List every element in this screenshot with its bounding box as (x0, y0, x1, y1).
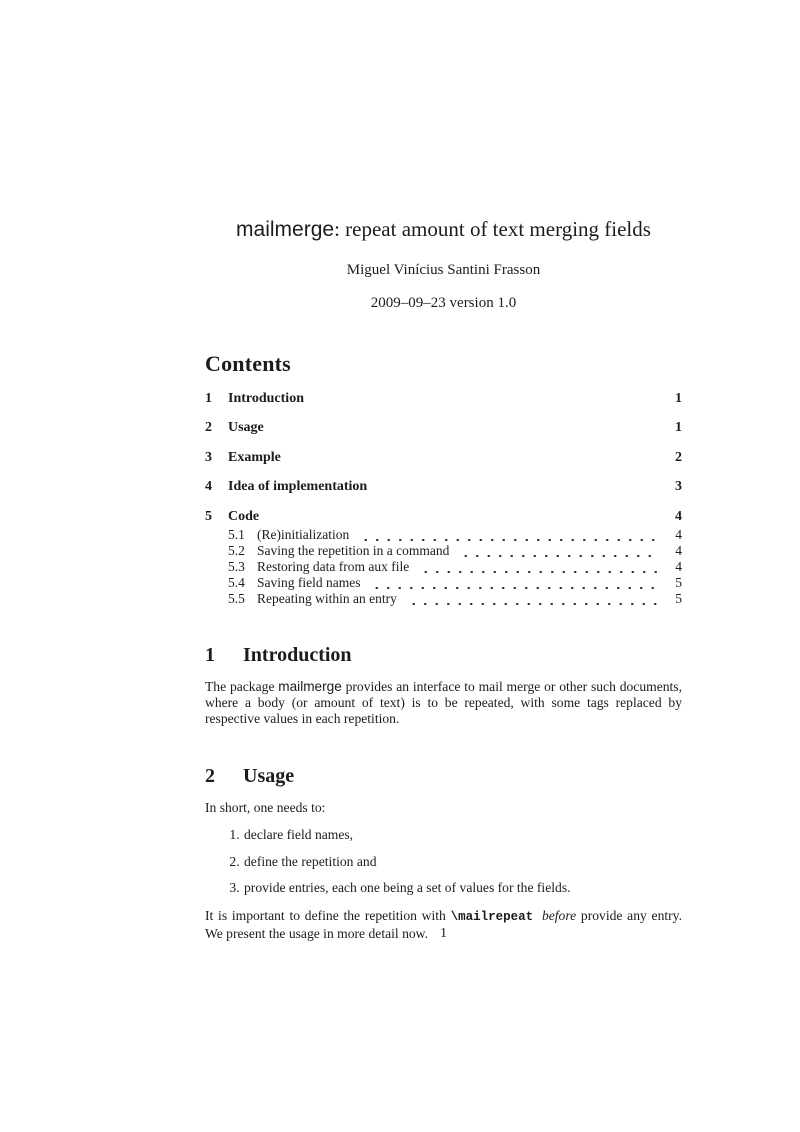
introduction-paragraph (205, 679, 682, 728)
toc-entry (205, 575, 682, 591)
toc-entry (205, 559, 682, 575)
document-title (205, 216, 682, 243)
toc-entry-page: 2 (675, 449, 682, 465)
section-number: 1 (205, 643, 215, 666)
toc-entry-number: 5 (205, 508, 212, 524)
toc-entry-number: 5.3 (228, 558, 245, 574)
toc-entry-page: 4 (675, 542, 682, 558)
author-line: Miguel Vinícius Santini Frasson (346, 262, 541, 278)
table-of-contents (205, 390, 682, 607)
toc-entry-title: (Re)initialization (257, 526, 350, 542)
toc-entry (205, 591, 682, 607)
toc-entry-title: Code (228, 508, 260, 524)
toc-entry-title: Idea of implementation (228, 479, 368, 494)
emphasis-text: before (541, 908, 577, 924)
toc-entry-number: 4 (205, 479, 212, 494)
toc-entry-number: 5.1 (228, 526, 245, 542)
toc-entry (205, 419, 682, 436)
date-version-line: 2009–09–23 version 1.0 (370, 295, 517, 311)
toc-entry (205, 478, 682, 495)
toc-entry-page: 1 (675, 420, 682, 435)
toc-entry-number: 2 (205, 420, 212, 435)
text-column (205, 0, 682, 942)
toc-entry-page: 1 (675, 390, 682, 406)
usage-intro-line: In short, one needs to: (205, 799, 326, 815)
toc-leader-dots (456, 553, 658, 557)
section-title: Usage (243, 764, 295, 787)
toc-leader-dots (404, 601, 658, 605)
mailrepeat-command: \mailrepeat (450, 910, 542, 925)
toc-entry-number: 5.5 (228, 590, 245, 606)
usage-steps-list (205, 827, 682, 896)
toc-entry-title: Saving the repetition in a command (257, 542, 450, 558)
toc-entry-number: 3 (205, 449, 212, 465)
title-rest: : repeat amount of text merging fields (334, 217, 651, 241)
title-package-name: mailmerge (236, 218, 335, 241)
toc-entry-page: 4 (675, 526, 682, 542)
toc-entry-title: Example (228, 449, 281, 465)
toc-entry-title: Restoring data from aux file (257, 558, 410, 574)
list-item: 1. declare field names, (243, 827, 682, 843)
toc-entry (205, 543, 682, 559)
paragraph-text: provide any entry. We present the usage in more detail now. (205, 908, 682, 941)
toc-leader-dots (367, 585, 658, 589)
toc-entry-title: Repeating within an entry (257, 590, 397, 606)
toc-entry-number: 5.4 (228, 574, 245, 590)
toc-entry-title: Introduction (228, 390, 304, 406)
toc-entry-page: 5 (675, 574, 682, 590)
toc-entry-page: 3 (675, 479, 682, 494)
paragraph-text: provides an interface to mail merge or other such documents, where a body (or amount of text) is to be repeated, with some tags replaced by respective values in each repetition. (205, 678, 682, 727)
toc-entry-number: 5.2 (228, 542, 245, 558)
toc-entry-title: Saving field names (257, 574, 361, 590)
paragraph-text: It is important to define the repetition with (205, 908, 451, 924)
toc-entry (205, 390, 682, 407)
list-item: 3. provide entries, each one being a set of values for the fields. (243, 880, 682, 896)
toc-entry-page: 4 (675, 558, 682, 574)
page-number: 1 (440, 926, 447, 941)
toc-entry (205, 449, 682, 466)
paragraph-text: The package (205, 678, 279, 694)
package-name-inline: mailmerge (278, 678, 342, 694)
toc-entry (205, 527, 682, 543)
toc-leader-dots (356, 537, 658, 541)
toc-entry-number: 1 (205, 390, 212, 406)
toc-leader-dots (416, 569, 658, 573)
toc-entry-page: 5 (675, 590, 682, 606)
toc-entry (205, 508, 682, 525)
toc-entry-title: Usage (228, 420, 264, 435)
list-item: 2. define the repetition and (243, 854, 682, 870)
section-heading-introduction (205, 644, 682, 667)
section-title: Introduction (243, 643, 352, 666)
toc-heading: Contents (205, 351, 291, 376)
section-heading-usage (205, 765, 682, 788)
section-number: 2 (205, 764, 215, 787)
toc-entry-page: 4 (675, 508, 682, 524)
